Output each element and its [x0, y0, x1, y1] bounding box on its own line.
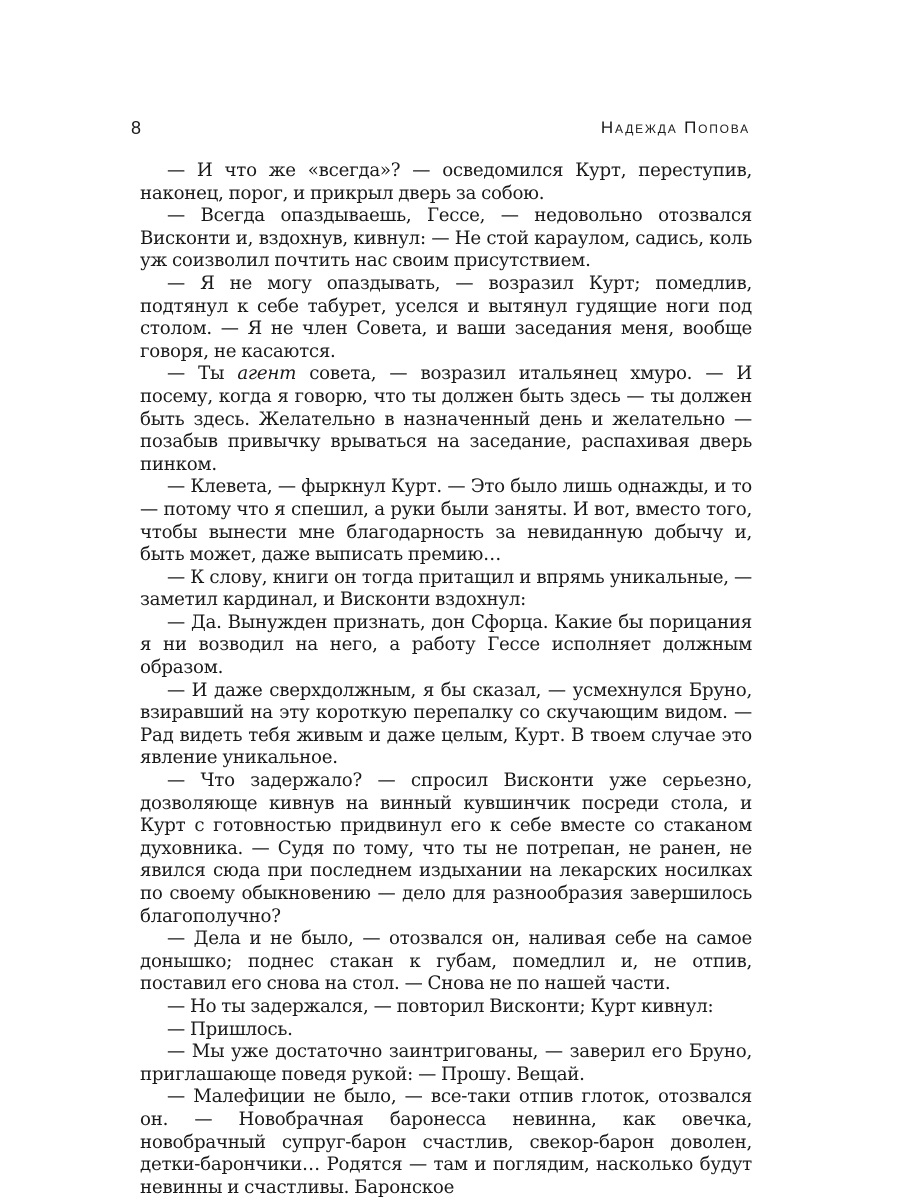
paragraph — [140, 363, 752, 476]
paragraph: — Мы уже достаточно заинтригованы, — заверил его Бруно, приглашающе поведя рукой: — Прошу. Вещай. — [140, 1041, 752, 1085]
paragraph: — Всегда опаздываешь, Гессе, — недовольно отозвался Висконти и, вздохнув, кивнул: — Не стой караулом, садись, коль уж соизволил почтить нас своим присутствием. — [140, 205, 752, 272]
paragraph-text: — Ты — [167, 363, 238, 385]
paragraph: — Я не могу опаздывать, — возразил Курт; помедлив, подтянул к себе табурет, уселся и вытянул гудящие ноги под столом. — Я не член Совета, и ваши заседания меня, вообще говоря, не касаются. — [140, 272, 752, 362]
paragraph: — И даже сверхдолжным, я бы сказал, — усмехнулся Бруно, взиравший на эту короткую перепалку со скучающим видом. — Рад видеть тебя живым и даже целым, Курт. В твоем случае это явление уникальное. — [140, 679, 752, 769]
paragraph: — И что же «всегда»? — осведомился Курт, переступив, наконец, порог, и прикрыл дверь за собою. — [140, 160, 752, 204]
paragraph: — Да. Вынужден признать, дон Сфорца. Какие бы порицания я ни возводил на него, а работу Гессе исполняет должным образом. — [140, 611, 752, 679]
paragraph: — К слову, книги он тогда притащил и впрямь уникальные, — заметил кардинал, и Висконти вздохнул: — [140, 566, 752, 611]
page-number: 8 — [131, 118, 142, 138]
paragraph: — Но ты задержался, — повторил Висконти; Курт кивнул: — [167, 995, 714, 1017]
paragraph: — Клевета, — фыркнул Курт. — Это было лишь однажды, и то — потому что я спешил, а руки были заняты. И вот, вместо того, чтобы вынести мне благодарность за невиданную добычу и, быть может, даже выписать премию… — [140, 476, 752, 566]
body-text — [140, 160, 752, 1199]
paragraph: — Пришлось. — [167, 1018, 293, 1040]
paragraph-text: совета, — возразил итальянец хмуро. — И посему, когда я говорю, что ты должен быть здесь — ты должен быть здесь. Желательно в назначенный день и желательно — позабыв привычку врываться на заседание, распахивая дверь пинком. — [140, 363, 752, 475]
author-name: Надежда Попова — [600, 118, 750, 137]
paragraph: — Малефиции не было, — все-таки отпив глоток, отозвался он. — Новобрачная баронесса невинна, как овечка, новобрачный супруг-барон счастлив, свекор-барон доволен, детки-барончики… Родятся — там и поглядим, насколько будут невинны и счастливы. Баронское — [140, 1086, 752, 1198]
paragraph: — Что задержало? — спросил Висконти уже серьезно, дозволяюще кивнув на винный кувшинчик посреди стола, и Курт с готовностью придвинул его к себе вместе со стаканом духовника. — Судя по тому, что ты не потрепан, не ранен, не явился сюда при последнем издыхании на лекарских носилках по своему обыкновению — дело для разнообразия завершилось благополучно? — [140, 770, 752, 927]
paragraph: — Дела и не было, — отозвался он, наливая себе на самое донышко; поднес стакан к губам, помедлил и, не отпив, поставил его снова на стол. — Снова не по нашей части. — [140, 928, 752, 995]
italic-word: агент — [237, 363, 297, 385]
running-head — [131, 118, 750, 148]
